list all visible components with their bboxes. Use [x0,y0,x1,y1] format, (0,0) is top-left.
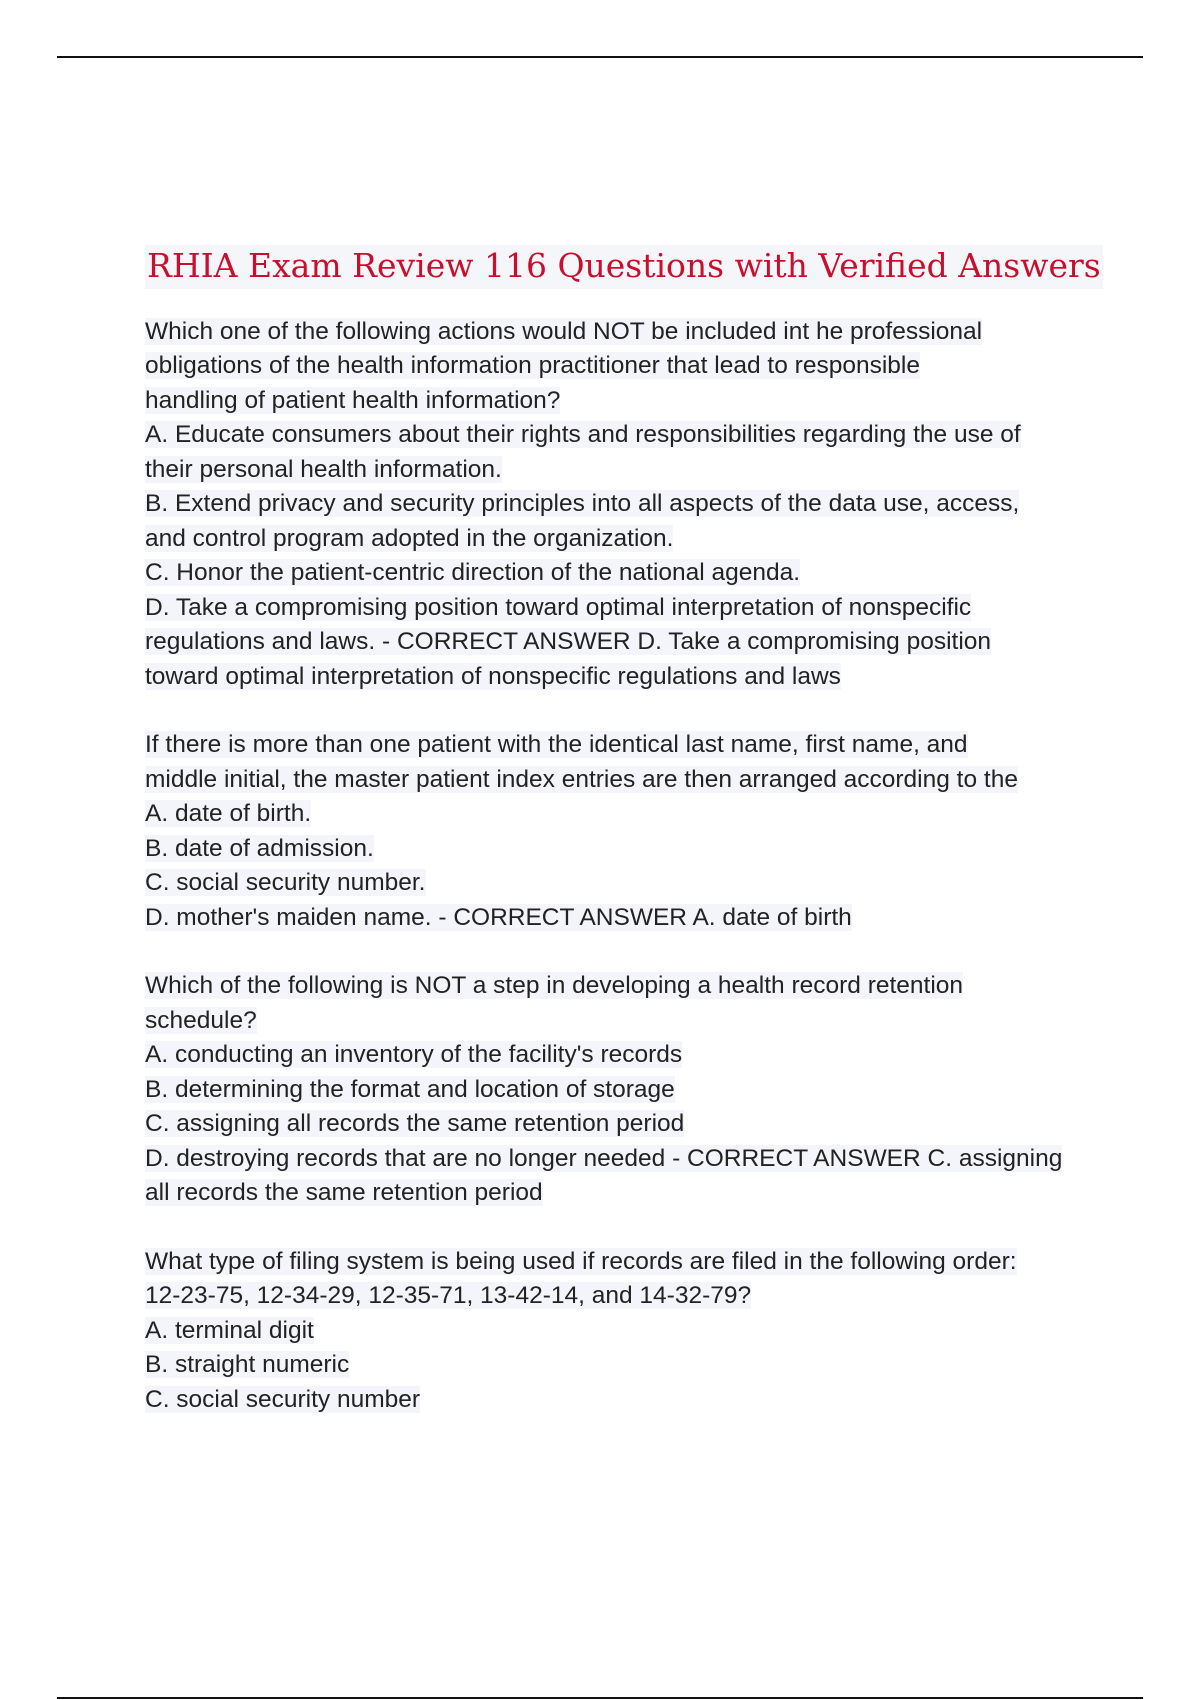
answer-option: A. Educate consumers about their rights and responsibilities regarding the use of [145,421,1021,449]
question-4 [145,1245,1085,1418]
answer-option: B. determining the format and location of storage [145,1075,675,1103]
answer-option: A. date of birth. [145,800,312,828]
answer-option: C. assigning all records the same retention period [145,1110,685,1138]
question-1 [145,315,1085,695]
header-rule [57,56,1143,58]
document-body [145,245,1101,1451]
question-line: schedule? [145,1006,257,1034]
answer-option: C. social security number [145,1385,421,1413]
answer-option: B. Extend privacy and security principles into all aspects of the data use, access, [145,490,1020,518]
answer-option: C. Honor the patient-centric direction of the national agenda. [145,559,801,587]
footer-rule [57,1697,1143,1699]
answer-option: C. social security number. [145,869,426,897]
correct-answer-line: regulations and laws. - CORRECT ANSWER D. Take a compromising position [145,628,992,656]
correct-answer-line: D. mother's maiden name. - CORRECT ANSWER A. date of birth [145,903,852,931]
question-line: Which of the following is NOT a step in developing a health record retention [145,972,964,1000]
answer-option: B. straight numeric [145,1351,350,1379]
answer-option: their personal health information. [145,455,502,483]
question-line: Which one of the following actions would NOT be included int he professional [145,317,983,345]
answer-option: B. date of admission. [145,834,374,862]
document-title: RHIA Exam Review 116 Questions with Verified Answers [145,245,1103,289]
question-line: obligations of the health information practitioner that lead to responsible [145,352,920,380]
question-line: handling of patient health information? [145,386,561,414]
question-line: 12-23-75, 12-34-29, 12-35-71, 13-42-14, and 14-32-79? [145,1282,752,1310]
question-2 [145,728,1085,935]
question-line: middle initial, the master patient index entries are then arranged according to the [145,765,1018,793]
answer-option: A. conducting an inventory of the facility's records [145,1041,683,1069]
answer-option: A. terminal digit [145,1316,314,1344]
correct-answer-line: toward optimal interpretation of nonspecific regulations and laws [145,662,841,690]
question-line: If there is more than one patient with the identical last name, first name, and [145,731,968,759]
answer-option: and control program adopted in the organization. [145,524,674,552]
correct-answer-line: all records the same retention period [145,1179,543,1207]
question-line: What type of filing system is being used if records are filed in the following order: [145,1247,1017,1275]
question-3 [145,969,1085,1211]
answer-option: D. Take a compromising position toward optimal interpretation of nonspecific [145,593,972,621]
correct-answer-line: D. destroying records that are no longer needed - CORRECT ANSWER C. assigning [145,1144,1063,1172]
